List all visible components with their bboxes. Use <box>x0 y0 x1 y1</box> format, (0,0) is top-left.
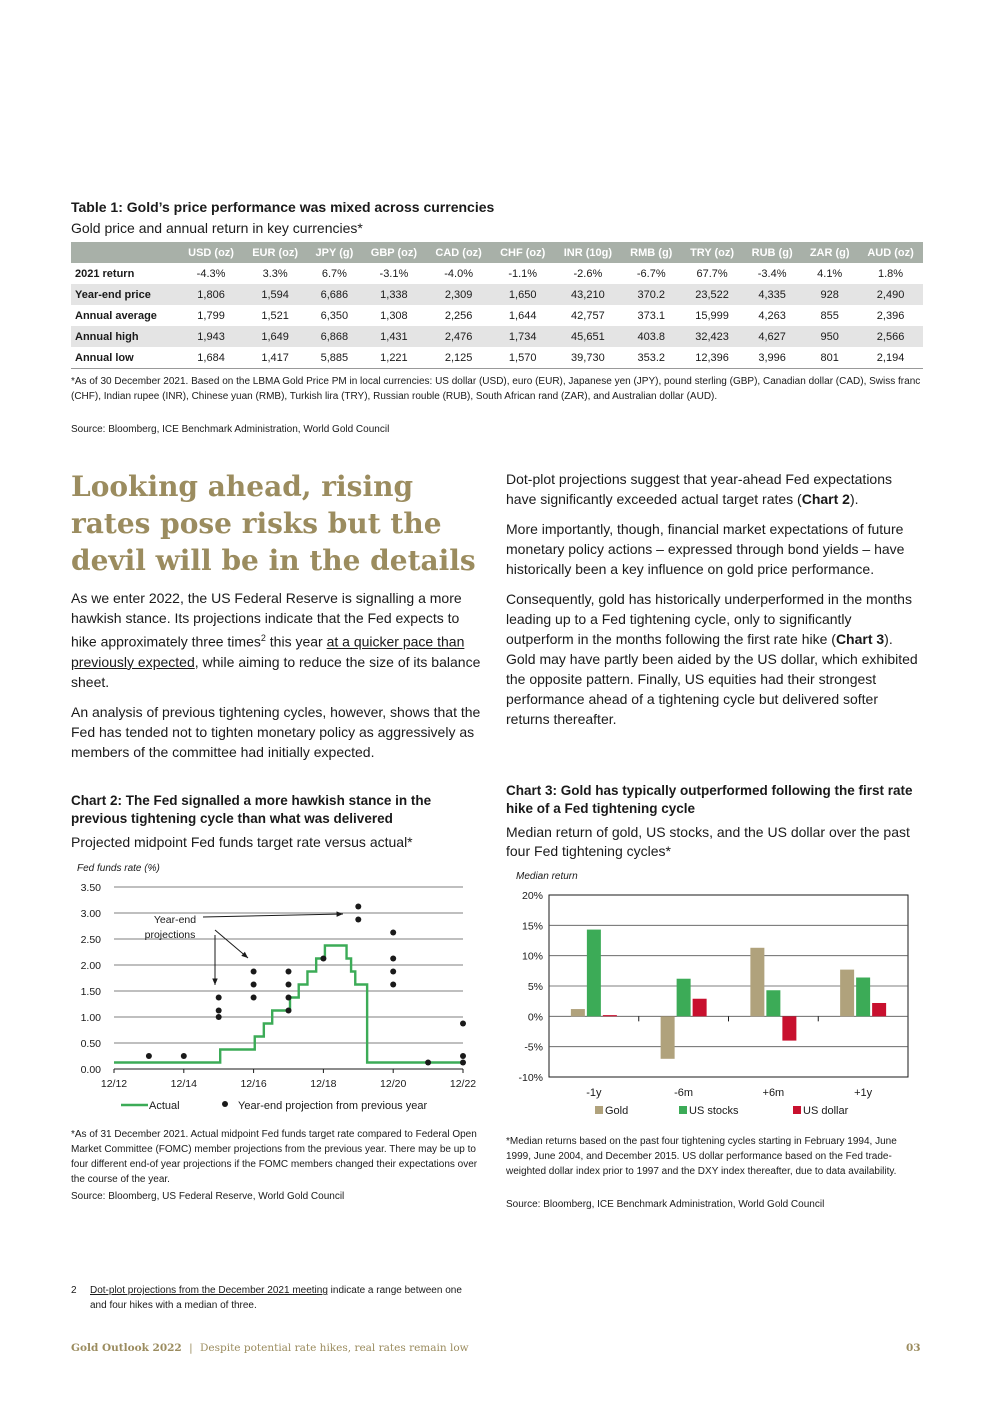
x-tick-label: 12/20 <box>380 1078 407 1090</box>
paragraph-r1 <box>506 469 920 509</box>
projection-dot <box>251 969 257 975</box>
table-cell: 928 <box>801 284 858 305</box>
right-body <box>506 469 920 739</box>
chart2-source: Source: Bloomberg, US Federal Reserve, World Gold Council <box>71 1191 345 1202</box>
table-cell: 950 <box>801 326 858 347</box>
col-header: ZAR (g) <box>801 242 858 263</box>
table-cell: 1,417 <box>243 347 307 369</box>
table-cell: 801 <box>801 347 858 369</box>
p1-text-a: As we enter 2022, the US Federal Reserve is signalling a more hawkish stance. Its projections indicate that the Fed expects to hike approximately three times <box>71 590 462 650</box>
col-header: JPY (g) <box>307 242 361 263</box>
table-cell: 1,308 <box>380 309 408 322</box>
col-header: EUR (oz) <box>243 242 307 263</box>
category-label: -6m <box>674 1087 694 1099</box>
x-tick-label: 12/14 <box>170 1078 197 1090</box>
p1-text-b: this year <box>265 633 327 650</box>
table-row <box>71 284 923 305</box>
paragraph-r3 <box>506 589 920 729</box>
table-cell: 15,999 <box>695 309 729 322</box>
legend-projection-swatch <box>222 1101 228 1107</box>
chart3-title: Chart 3: Gold has typically outperformed following the first rate hike of a Fed tightening cycle <box>506 783 913 816</box>
col-header: GBP (oz) <box>362 242 427 263</box>
table-cell: 2,566 <box>858 326 923 347</box>
r3-text-a: Consequently, gold has historically underperformed in the months leading up to a Fed tightening cycle, only to significantly outperform in the months following the first rate hike ( <box>506 591 912 647</box>
col-header: CAD (oz) <box>426 242 491 263</box>
y-tick-label: 20% <box>521 890 543 902</box>
table-row <box>71 347 923 369</box>
y-tick-label: 0.50 <box>80 1038 101 1050</box>
footnote-number: 2 <box>71 1285 77 1296</box>
paragraph-1 <box>71 588 481 692</box>
table-cell: 67.7% <box>696 267 728 280</box>
table-cell: 6,868 <box>307 326 361 347</box>
row-label: 2021 return <box>75 267 135 280</box>
legend-projection-label: Year-end projection from previous year <box>238 1100 428 1112</box>
table-cell: 5,885 <box>307 347 361 369</box>
legend-swatch <box>793 1106 801 1114</box>
bar-us-dollar <box>603 1015 617 1016</box>
projection-dot <box>390 982 396 988</box>
chart3-subtitle: Median return of gold, US stocks, and the US dollar over the past four Fed tightening cycles* <box>506 824 910 859</box>
footnote-ref[interactable]: 2 <box>260 633 266 643</box>
chart2-ref: Chart 2 <box>801 491 850 507</box>
y-tick-label: 15% <box>521 920 543 933</box>
section-heading: Looking ahead, rising rates pose risks but the devil will be in the details <box>71 470 476 577</box>
table-cell: 855 <box>820 309 839 322</box>
col-header: AUD (oz) <box>858 242 923 263</box>
table-cell: 3,996 <box>743 347 801 369</box>
paragraph-2: An analysis of previous tightening cycles, however, shows that the Fed has tended not to tighten monetary policy as aggressively as members of the committee had initially expected. <box>71 703 481 760</box>
col-header: RUB (g) <box>743 242 801 263</box>
table-cell: 1,431 <box>362 326 427 347</box>
table1-source: Source: Bloomberg, ICE Benchmark Administration, World Gold Council <box>71 424 390 435</box>
projection-dot <box>390 969 396 975</box>
projection-dot <box>181 1053 187 1059</box>
row-label: Year-end price <box>71 284 179 305</box>
legend-swatch <box>595 1106 603 1114</box>
category-label: +1y <box>854 1087 873 1099</box>
table-cell: -3.1% <box>379 267 409 280</box>
legend-label: US stocks <box>689 1105 739 1117</box>
table-cell: 3.3% <box>262 267 288 280</box>
bar-us-stocks <box>587 930 601 1017</box>
bar-gold <box>571 1009 585 1016</box>
chart2-title: Chart 2: The Fed signalled a more hawkish stance in the previous tightening cycle than what was delivered <box>71 793 432 826</box>
median-return-chart <box>506 865 924 1127</box>
annotation-arrow-top-head <box>336 911 343 916</box>
footnote-text: indicate a range between one and four hikes with a median of three. <box>90 1285 462 1311</box>
col-header: CHF (oz) <box>491 242 554 263</box>
projection-dot <box>460 1060 466 1066</box>
projection-dot <box>251 995 257 1001</box>
table-cell: 42,757 <box>571 309 605 322</box>
annotation-line1: Year-end <box>153 914 197 926</box>
bar-us-dollar <box>782 1016 796 1040</box>
actual-rate-line <box>114 946 463 1063</box>
bar-us-stocks <box>766 990 780 1016</box>
footer-title: Gold Outlook 2022 <box>71 1342 182 1354</box>
table-cell: 39,730 <box>554 347 621 369</box>
table-cell: 403.8 <box>621 326 681 347</box>
table-cell: 6,350 <box>320 309 349 322</box>
table-row <box>71 305 923 326</box>
projection-dot <box>286 1008 292 1014</box>
table-cell: -4.0% <box>444 267 473 280</box>
table-cell: 2,125 <box>426 347 491 369</box>
projection-dot <box>460 1021 466 1027</box>
page-number: 03 <box>906 1342 921 1354</box>
y-tick-label: 0% <box>527 1011 543 1024</box>
table-cell: 2,256 <box>444 309 473 322</box>
legend-label: US dollar <box>803 1105 849 1117</box>
table1-subtitle: Gold price and annual return in key currencies* <box>71 220 363 236</box>
table-cell: 370.2 <box>621 284 681 305</box>
dot-plot-link[interactable]: Dot-plot projections from the December 2021 meeting <box>90 1285 328 1296</box>
annotation-line2: projections <box>144 929 196 941</box>
table-row <box>71 263 923 284</box>
table-cell: 1,806 <box>179 284 243 305</box>
chart3-ref: Chart 3 <box>835 631 885 647</box>
table-cell: 1,799 <box>197 309 225 322</box>
table-cell: 23,522 <box>681 284 743 305</box>
table-cell: 2,194 <box>858 347 923 369</box>
bar-us-stocks <box>856 978 870 1017</box>
footnote-body <box>90 1283 471 1313</box>
left-body <box>71 588 481 772</box>
table-cell: 4,263 <box>758 309 786 322</box>
projection-dot <box>216 1008 222 1014</box>
table-cell: 2,396 <box>876 309 905 322</box>
y-axis-label: Fed funds rate (%) <box>77 863 160 874</box>
bar-us-stocks <box>677 979 691 1017</box>
projection-dot <box>216 1014 222 1020</box>
row-label: Annual average <box>75 309 157 322</box>
y-tick-label: 2.00 <box>80 960 101 972</box>
projection-dot <box>146 1053 152 1059</box>
fed-funds-chart <box>71 855 486 1117</box>
paragraph-r2: More importantly, though, financial market expectations of future monetary policy actions – expressed through bond yields – have historically been a key influence on gold price performance. <box>506 521 905 577</box>
table-cell: 43,210 <box>554 284 621 305</box>
projection-dot <box>460 1053 466 1059</box>
footer-separator: | <box>189 1342 193 1354</box>
row-label: Annual low <box>71 347 179 369</box>
table-cell: 1,338 <box>362 284 427 305</box>
chart2-note: *As of 31 December 2021. Actual midpoint Fed funds target rate compared to Federal Open Market Committee (FOMC) member projections from the previous year. There may be up to four different end-of year projections if the FOMC members changed their expectations over the course of the year. <box>71 1129 478 1185</box>
r1-text-c: ). <box>849 491 859 507</box>
table-cell: -4.3% <box>196 267 226 280</box>
y-tick-label: -10% <box>518 1072 543 1084</box>
bar-gold <box>750 948 764 1017</box>
table-row <box>71 326 923 347</box>
table-cell: 2,490 <box>858 284 923 305</box>
table-cell: -1.1% <box>508 267 538 280</box>
y-tick-label: 5% <box>527 981 543 993</box>
projection-dot <box>286 982 292 988</box>
table-cell: 2,309 <box>426 284 491 305</box>
table-cell: 373.1 <box>637 309 666 322</box>
table-cell: 12,396 <box>681 347 743 369</box>
y-tick-label: 3.00 <box>80 908 101 920</box>
table-header-blank <box>71 242 179 263</box>
table-cell: -2.6% <box>573 267 603 280</box>
gold-performance-table <box>71 242 923 369</box>
y-tick-label: 1.00 <box>80 1012 101 1024</box>
r3-text-c: ). Gold may have partly been aided by the US dollar, which exhibited the opposite pattern. Finally, US equities had their strongest performance ahead of a tightening cycle but delivered softer returns thereafter. <box>506 631 918 727</box>
table-cell: 1.8% <box>878 267 904 280</box>
projection-dot <box>390 956 396 962</box>
table-cell: 6.7% <box>321 267 347 280</box>
annotation-arrow-mid <box>215 930 248 958</box>
table-cell: 6,686 <box>307 284 361 305</box>
y-tick-label: -5% <box>524 1041 543 1054</box>
table1-title: Table 1: Gold’s price performance was mixed across currencies <box>71 199 495 215</box>
table-cell: 4,335 <box>743 284 801 305</box>
table-cell: 1,943 <box>179 326 243 347</box>
col-header: INR (10g) <box>554 242 621 263</box>
projection-dot <box>425 1060 431 1066</box>
legend-actual-label: Actual <box>149 1100 180 1112</box>
bar-gold <box>661 1016 675 1058</box>
table-header-row <box>71 242 923 263</box>
table-cell: 32,423 <box>681 326 743 347</box>
projection-dot <box>355 917 361 923</box>
bar-gold <box>840 970 854 1017</box>
projection-dot <box>216 995 222 1001</box>
footer-subtitle: Despite potential rate hikes, real rates remain low <box>199 1342 469 1354</box>
row-label: Annual high <box>71 326 179 347</box>
table-cell: 1,521 <box>261 309 289 322</box>
r1-text-a: Dot-plot projections suggest that year-ahead Fed expectations have significantly exceeded actual target rates ( <box>506 471 893 507</box>
y-axis-label: Median return <box>516 871 578 882</box>
p1-text-c: , while aiming to reduce the size of its balance sheet. <box>71 653 481 690</box>
table-cell: 1,684 <box>179 347 243 369</box>
table1-note: *As of 30 December 2021. Based on the LBMA Gold Price PM in local currencies: US dollar (USD), euro (EUR), Japanese yen (JPY), pound sterling (GBP), Canadian dollar (CAD), Swiss franc (CHF), Indian rupee (INR), Chinese yuan (RMB), Turkish lira (TRY), Russian rouble (RUB), South African rand (ZAR), and Australian dollar (AUD). <box>71 376 921 402</box>
chart2-subtitle: Projected midpoint Fed funds target rate versus actual* <box>71 834 413 850</box>
x-tick-label: 12/18 <box>310 1078 337 1090</box>
y-tick-label: 2.50 <box>80 934 101 946</box>
col-header: RMB (g) <box>621 242 681 263</box>
legend-swatch <box>679 1106 687 1114</box>
table-cell: 4,627 <box>743 326 801 347</box>
table-cell: 2,476 <box>426 326 491 347</box>
col-header: TRY (oz) <box>681 242 743 263</box>
table-cell: 1,570 <box>491 347 554 369</box>
bar-us-dollar <box>693 999 707 1017</box>
category-label: +6m <box>762 1087 785 1099</box>
x-tick-label: 12/12 <box>100 1078 128 1090</box>
annotation-arrow-down-head <box>212 979 217 985</box>
legend-label: Gold <box>605 1105 629 1117</box>
table-cell: 1,221 <box>362 347 427 369</box>
table-cell: 1,649 <box>243 326 307 347</box>
projection-dot <box>251 982 257 988</box>
table-cell: -3.4% <box>757 267 787 280</box>
table-cell: 4.1% <box>817 267 843 280</box>
projection-dot <box>286 969 292 975</box>
table-cell: 1,644 <box>508 309 537 322</box>
projection-dot <box>286 995 292 1001</box>
footnote <box>71 1283 471 1313</box>
projection-dot <box>355 904 361 910</box>
table-cell: -6.7% <box>636 267 666 280</box>
table-cell: 1,734 <box>491 326 554 347</box>
chart3-note: *Median returns based on the past four tightening cycles starting in February 1994, June 1999, June 2004, and December 2015. US dollar performance based on the Fed trade-weighted dollar index prior to 1997 and the DXY index thereafter, due to data availability. <box>506 1136 897 1177</box>
table-cell: 1,594 <box>243 284 307 305</box>
category-label: -1y <box>586 1087 602 1099</box>
bar-us-dollar <box>872 1003 886 1016</box>
projection-dot <box>320 956 326 962</box>
y-tick-label: 10% <box>521 950 543 963</box>
chart3-source: Source: Bloomberg, ICE Benchmark Administration, World Gold Council <box>506 1199 825 1210</box>
annotation-arrow-top <box>203 914 343 917</box>
table-cell: 45,651 <box>554 326 621 347</box>
table-cell: 1,650 <box>491 284 554 305</box>
page-footer <box>71 1342 469 1354</box>
y-tick-label: 0.00 <box>80 1064 101 1076</box>
quicker-pace-link[interactable]: at a quicker pace than previously expected <box>71 633 465 670</box>
y-tick-label: 1.50 <box>80 986 101 998</box>
y-tick-label: 3.50 <box>80 882 101 894</box>
x-tick-label: 12/22 <box>449 1078 477 1090</box>
projection-dot <box>390 930 396 936</box>
x-tick-label: 12/16 <box>240 1078 267 1090</box>
col-header: USD (oz) <box>179 242 243 263</box>
table-cell: 353.2 <box>621 347 681 369</box>
